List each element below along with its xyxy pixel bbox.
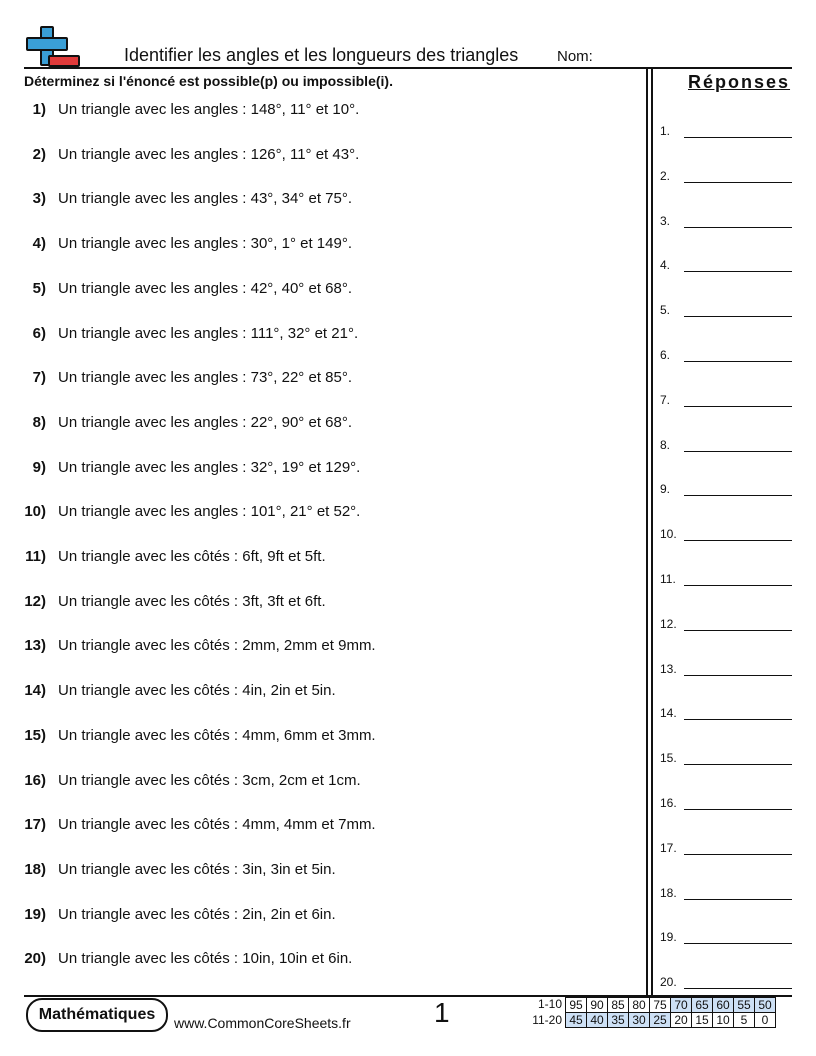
question-text: Un triangle avec les angles : 43°, 34° et 75°. bbox=[58, 190, 353, 208]
question-number: 12) bbox=[24, 592, 46, 610]
question-text: Un triangle avec les angles : 30°, 1° et 149°. bbox=[58, 235, 353, 253]
answer-number: 15. bbox=[660, 751, 677, 766]
question-text: Un triangle avec les côtés : 4mm, 6mm et 3mm. bbox=[58, 726, 376, 744]
score-cell: 70 bbox=[671, 998, 692, 1013]
answer-number: 14. bbox=[660, 706, 677, 721]
header-divider bbox=[24, 67, 792, 69]
answer-number: 5. bbox=[660, 303, 671, 318]
page-number: 1 bbox=[434, 997, 450, 1028]
question-text: Un triangle avec les côtés : 4in, 2in et 5in. bbox=[58, 682, 336, 700]
answer-blank[interactable] bbox=[684, 719, 792, 720]
column-divider bbox=[651, 69, 653, 995]
question-number: 7) bbox=[32, 369, 46, 387]
answer-blank[interactable] bbox=[684, 182, 792, 183]
question-text: Un triangle avec les angles : 148°, 11° et 10°. bbox=[58, 101, 360, 118]
name-label: Nom: bbox=[557, 48, 593, 65]
score-row-label: 1-10 bbox=[537, 997, 562, 1011]
question-number: 8) bbox=[32, 413, 46, 431]
score-cell: 5 bbox=[734, 1013, 755, 1028]
question-text: Un triangle avec les angles : 101°, 21° et 52°. bbox=[58, 503, 361, 521]
answer-number: 20. bbox=[660, 975, 677, 990]
answer-number: 18. bbox=[660, 885, 677, 900]
question-text: Un triangle avec les côtés : 4mm, 4mm et 7mm. bbox=[58, 816, 376, 834]
question-number: 17) bbox=[24, 816, 46, 834]
answer-blank[interactable] bbox=[684, 630, 792, 631]
score-cell: 25 bbox=[650, 1013, 671, 1028]
instructions: Déterminez si l'énoncé est possible(p) ou impossible(i). bbox=[24, 73, 393, 89]
question-number: 1) bbox=[32, 101, 46, 118]
score-cell: 55 bbox=[734, 998, 755, 1013]
answer-blank[interactable] bbox=[684, 585, 792, 586]
question-text: Un triangle avec les angles : 111°, 32° et 21°. bbox=[58, 324, 359, 342]
question-text: Un triangle avec les angles : 126°, 11° et 43°. bbox=[58, 145, 360, 163]
score-cell: 10 bbox=[713, 1013, 734, 1028]
question-number: 20) bbox=[24, 950, 46, 968]
score-cell: 20 bbox=[671, 1013, 692, 1028]
question-text: Un triangle avec les côtés : 3ft, 3ft et 6ft. bbox=[58, 592, 326, 610]
question-number: 9) bbox=[32, 458, 46, 476]
answer-blank[interactable] bbox=[684, 361, 792, 362]
question-number: 11) bbox=[25, 548, 46, 565]
score-cell: 30 bbox=[629, 1013, 650, 1028]
answer-blank[interactable] bbox=[684, 540, 792, 541]
score-cell: 35 bbox=[608, 1013, 629, 1028]
question-text: Un triangle avec les côtés : 2mm, 2mm et 9mm. bbox=[58, 637, 376, 655]
score-cell: 60 bbox=[713, 998, 734, 1013]
score-cell: 65 bbox=[692, 998, 713, 1013]
answer-blank[interactable] bbox=[684, 227, 792, 228]
score-cell: 50 bbox=[755, 998, 776, 1013]
answer-blank[interactable] bbox=[684, 675, 792, 676]
question-number: 16) bbox=[24, 771, 46, 789]
question-text: Un triangle avec les côtés : 3in, 3in et 5in. bbox=[58, 860, 336, 878]
answer-number: 19. bbox=[660, 930, 677, 945]
brand-badge: Mathématiques bbox=[26, 998, 168, 1032]
question-number: 10) bbox=[24, 503, 46, 521]
question-number: 5) bbox=[32, 279, 46, 297]
score-cell: 85 bbox=[608, 998, 629, 1013]
answer-blank[interactable] bbox=[684, 899, 792, 900]
score-cell: 95 bbox=[566, 998, 587, 1013]
question-number: 18) bbox=[24, 860, 46, 878]
page-title: Identifier les angles et les longueurs des triangles bbox=[124, 45, 519, 65]
answers-title: Réponses bbox=[688, 72, 791, 92]
answer-number: 8. bbox=[660, 437, 671, 452]
score-cell: 0 bbox=[755, 1013, 776, 1028]
question-text: Un triangle avec les angles : 42°, 40° et 68°. bbox=[58, 279, 353, 297]
score-cell: 45 bbox=[566, 1013, 587, 1028]
answer-number: 2. bbox=[660, 168, 671, 183]
answer-blank[interactable] bbox=[684, 854, 792, 855]
answer-blank[interactable] bbox=[684, 943, 792, 944]
question-text: Un triangle avec les côtés : 10in, 10in et 6in. bbox=[58, 950, 353, 968]
answer-number: 17. bbox=[660, 840, 677, 855]
score-cell: 40 bbox=[587, 1013, 608, 1028]
answer-number: 12. bbox=[660, 616, 677, 631]
score-cell: 90 bbox=[587, 998, 608, 1013]
question-text: Un triangle avec les angles : 22°, 90° et 68°. bbox=[58, 413, 353, 431]
question-number: 15) bbox=[24, 726, 46, 744]
answer-number: 11. bbox=[660, 572, 676, 586]
answer-blank[interactable] bbox=[684, 137, 792, 138]
score-row-label: 11-20 bbox=[532, 1013, 562, 1027]
question-number: 13) bbox=[24, 637, 46, 655]
answer-blank[interactable] bbox=[684, 764, 792, 765]
answer-blank[interactable] bbox=[684, 316, 792, 317]
question-number: 14) bbox=[24, 682, 46, 700]
answer-blank[interactable] bbox=[684, 495, 792, 496]
question-number: 19) bbox=[24, 905, 46, 923]
answer-number: 9. bbox=[660, 482, 671, 497]
score-cell: 80 bbox=[629, 998, 650, 1013]
answer-number: 7. bbox=[660, 392, 671, 407]
answer-number: 6. bbox=[660, 348, 671, 362]
logo-icon bbox=[24, 26, 80, 68]
answer-number: 4. bbox=[660, 258, 671, 273]
answer-number: 3. bbox=[660, 213, 671, 228]
answer-number: 10. bbox=[660, 527, 677, 542]
question-text: Un triangle avec les angles : 73°, 22° et 85°. bbox=[58, 369, 353, 387]
column-divider bbox=[646, 69, 648, 995]
answer-blank[interactable] bbox=[684, 809, 792, 810]
question-text: Un triangle avec les angles : 32°, 19° et 129°. bbox=[58, 458, 361, 476]
answer-number: 1. bbox=[660, 124, 671, 138]
question-number: 6) bbox=[32, 324, 46, 342]
question-text: Un triangle avec les côtés : 6ft, 9ft et 5ft. bbox=[58, 548, 326, 565]
question-number: 4) bbox=[32, 235, 46, 253]
score-cell: 15 bbox=[692, 1013, 713, 1028]
question-number: 3) bbox=[32, 190, 46, 208]
question-text: Un triangle avec les côtés : 2in, 2in et 6in. bbox=[58, 905, 336, 923]
answer-number: 13. bbox=[660, 661, 677, 676]
answer-number: 16. bbox=[660, 796, 677, 810]
answer-blank[interactable] bbox=[684, 988, 792, 989]
question-number: 2) bbox=[32, 145, 46, 163]
answer-blank[interactable] bbox=[684, 406, 792, 407]
answer-blank[interactable] bbox=[684, 271, 792, 272]
score-cell: 75 bbox=[650, 998, 671, 1013]
answer-blank[interactable] bbox=[684, 451, 792, 452]
question-text: Un triangle avec les côtés : 3cm, 2cm et 1cm. bbox=[58, 771, 361, 789]
site-url: www.CommonCoreSheets.fr bbox=[174, 1015, 351, 1031]
